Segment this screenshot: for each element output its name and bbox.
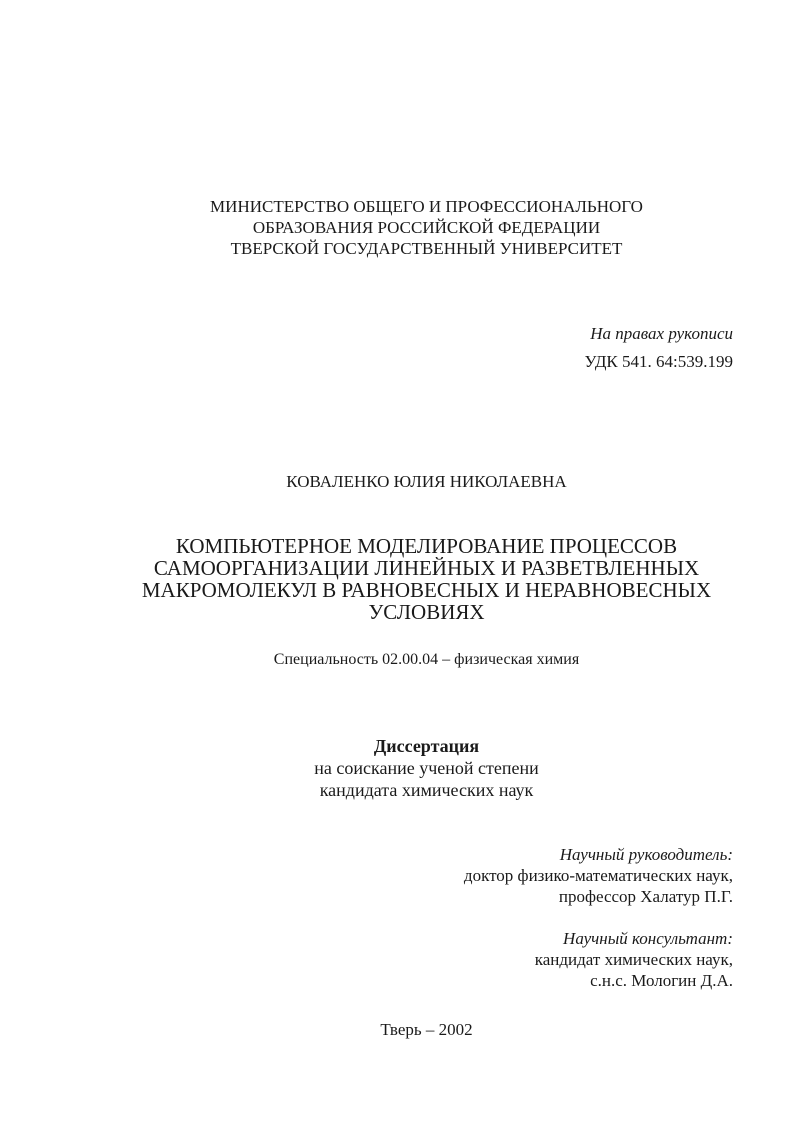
title-line-2: САМООРГАНИЗАЦИИ ЛИНЕЙНЫХ И РАЗВЕТВЛЕННЫХ (153, 556, 700, 580)
dissertation-heading: Диссертация (373, 736, 480, 756)
advisor-name: профессор Халатур П.Г. (558, 887, 733, 906)
place-year: Тверь – 2002 (380, 1020, 473, 1039)
advisor-label: Научный руководитель: (559, 845, 733, 864)
consultant-label: Научный консультант: (563, 929, 733, 948)
dissertation-line-1: на соискание ученой степени (314, 758, 539, 778)
title-line-1: КОМПЬЮТЕРНОЕ МОДЕЛИРОВАНИЕ ПРОЦЕССОВ (175, 534, 678, 558)
advisor-block (464, 844, 733, 907)
dissertation-title (30, 535, 793, 623)
manuscript-rights: На правах рукописи (590, 324, 733, 343)
institution-line-3: ТВЕРСКОЙ ГОСУДАРСТВЕННЫЙ УНИВЕРСИТЕТ (230, 239, 623, 258)
dissertation-block (30, 735, 793, 801)
manuscript-info (585, 320, 733, 376)
dissertation-line-2: кандидата химических наук (319, 780, 534, 800)
title-line-4: УСЛОВИЯХ (368, 600, 485, 624)
institution-header (30, 196, 793, 259)
consultant-block (535, 928, 733, 991)
udk-code: УДК 541. 64:539.199 (584, 352, 733, 371)
consultant-name: с.н.с. Мологин Д.А. (590, 971, 733, 990)
author-name: КОВАЛЕНКО ЮЛИЯ НИКОЛАЕВНА (286, 472, 567, 491)
consultant-degree: кандидат химических наук, (534, 950, 733, 969)
institution-line-2: ОБРАЗОВАНИЯ РОССИЙСКОЙ ФЕДЕРАЦИИ (252, 218, 601, 237)
specialty: Специальность 02.00.04 – физическая химия (273, 651, 580, 668)
institution-line-1: МИНИСТЕРСТВО ОБЩЕГО И ПРОФЕССИОНАЛЬНОГО (210, 197, 643, 216)
advisor-degree: доктор физико-математических наук, (463, 866, 733, 885)
title-line-3: МАКРОМОЛЕКУЛ В РАВНОВЕСНЫХ И НЕРАВНОВЕСНЫХ (141, 578, 712, 602)
